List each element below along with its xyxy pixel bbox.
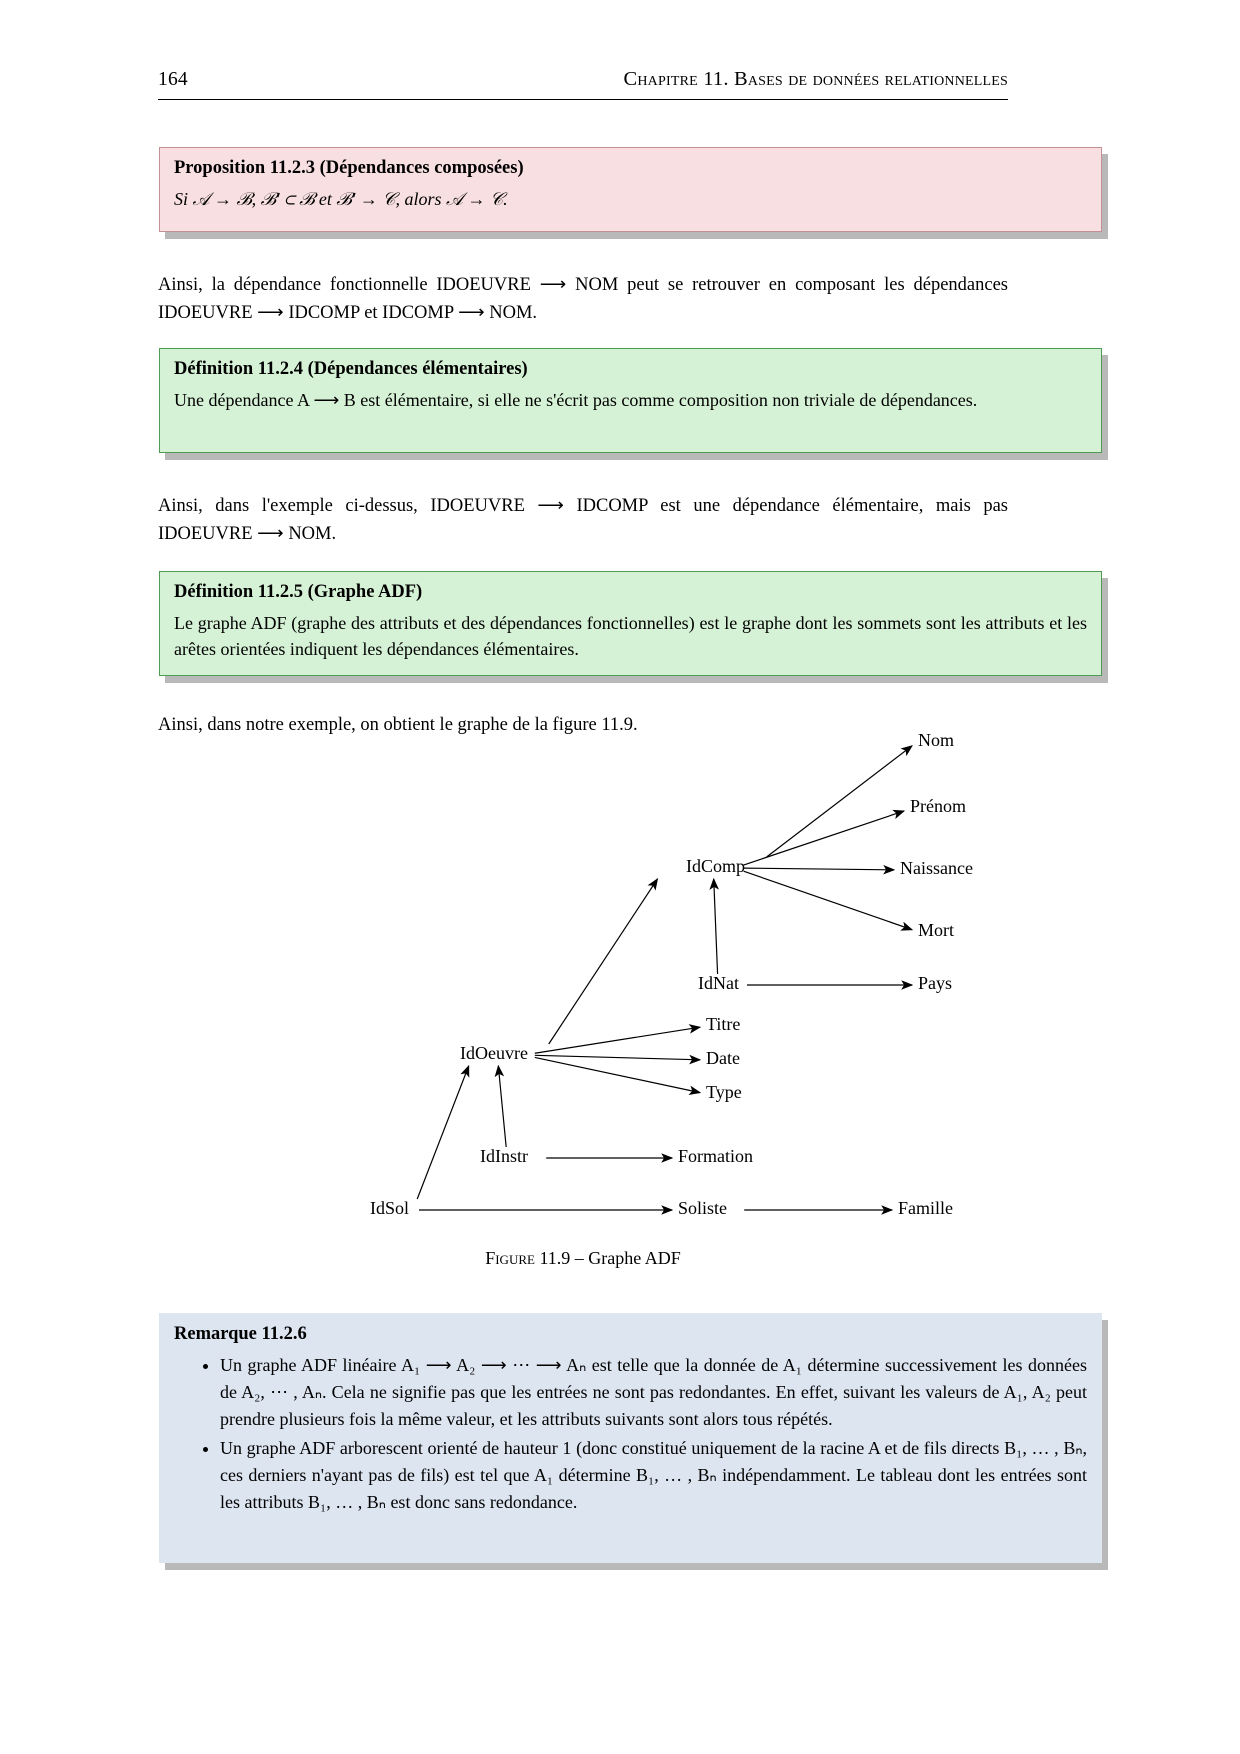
graph-node-mort: Mort: [918, 920, 954, 941]
paragraph-exemple: Ainsi, dans l'exemple ci-dessus, IDOEUVRE ⟶ IDCOMP est une dépendance élémentaire, mais pas IDOEUVRE ⟶ NOM.: [158, 496, 1008, 544]
graph-edge-idcomp-naissance: [744, 868, 894, 870]
adf-graph-svg: [158, 730, 1008, 1250]
remarque-box: [159, 1313, 1102, 1563]
graph-edge-idnat-idcomp: [714, 879, 718, 974]
header-rule: [158, 99, 1008, 100]
graph-node-idoeuvre: IdOeuvre: [460, 1043, 528, 1064]
graph-edge-idoeuvre-idcomp: [549, 879, 658, 1044]
graph-edge-idoeuvre-date: [535, 1055, 700, 1060]
remarque-item: • Un graphe ADF arborescent orienté de hauteur 1 (donc constitué uniquement de la racine A et de fils directs B₁, … , Bₙ, ces derniers n'ayant pas de fils) est tel que A₁ détermine B₁, … , Bₙ indépendamment. Le tableau dont les entrées sont les attributs B₁, … , Bₙ est donc sans redondance.: [220, 1435, 1087, 1516]
definition-graphe-adf-body: Le graphe ADF (graphe des attributs et des dépendances fonctionnelles) est le graphe dont les sommets sont les attributs et les arêtes orientées indiquent les dépendances élémentaires.: [174, 613, 1087, 660]
page-number: 164: [158, 69, 188, 90]
graph-node-prenom: Prénom: [910, 796, 966, 817]
graph-node-naissance: Naissance: [900, 858, 973, 879]
graph-node-idinstr: IdInstr: [480, 1146, 528, 1167]
graph-node-soliste: Soliste: [678, 1198, 728, 1219]
page-header: [158, 68, 1008, 91]
remarque-item: • Un graphe ADF linéaire A₁ ⟶ A₂ ⟶ ⋯ ⟶ Aₙ est telle que la donnée de A₁ détermine successivement les données de A₂, ⋯ , Aₙ. Cela ne signifie pas que les entrées ne sont pas redondantes. En effet, suivant les valeurs de A₁, A₂ peut prendre plusieurs fois la même valeur, et les attributs suivants sont alors tous répétés.: [220, 1352, 1087, 1433]
paragraph-composition: Ainsi, la dépendance fonctionnelle IDOEUVRE ⟶ NOM peut se retrouver en composant les dépendances IDOEUVRE ⟶ IDCOMP et IDCOMP ⟶ NOM.: [158, 275, 1008, 323]
figure-caption-dash: –: [574, 1248, 584, 1268]
graph-node-pays: Pays: [918, 973, 953, 994]
figure-graphe-adf: [158, 730, 1008, 1250]
graph-node-formation: Formation: [678, 1146, 753, 1167]
definition-elementaires-title: Définition 11.2.4 (Dépendances élémentaires): [174, 359, 528, 379]
definition-graphe-adf-box: [159, 571, 1102, 676]
paragraph-figure-intro: Ainsi, dans notre exemple, on obtient le graphe de la figure 11.9.: [158, 715, 638, 735]
graph-edge-idinstr-idoeuvre: [498, 1066, 506, 1147]
definition-elementaires-box: [159, 348, 1102, 453]
graph-node-date: Date: [706, 1048, 740, 1069]
graph-node-famille: Famille: [898, 1198, 953, 1219]
proposition-body: Si 𝒜 → ℬ, ℬ′ ⊂ ℬ et ℬ′ → 𝒞, alors 𝒜 → 𝒞.: [174, 189, 508, 209]
graph-edge-idcomp-mort: [744, 871, 912, 929]
chapter-title: Chapitre 11. Bases de données relationnelles: [623, 68, 1008, 90]
graph-node-idsol: IdSol: [370, 1198, 410, 1219]
graph-edge-idcomp-prenom: [744, 811, 904, 865]
graph-edge-idsol-idoeuvre: [417, 1066, 468, 1199]
definition-graphe-adf-title: Définition 11.2.5 (Graphe ADF): [174, 582, 423, 602]
graph-node-idcomp: IdComp: [686, 856, 746, 877]
definition-elementaires-body: Une dépendance A ⟶ B est élémentaire, si elle ne s'écrit pas comme composition non triviale de dépendances.: [174, 390, 978, 410]
proposition-box: [159, 147, 1102, 232]
figure-caption-label: Figure 11.9: [485, 1248, 571, 1268]
proposition-title: Proposition 11.2.3 (Dépendances composées): [174, 158, 524, 178]
graph-node-idnat: IdNat: [698, 973, 739, 994]
graph-node-type: Type: [706, 1082, 742, 1103]
graph-edge-idcomp-nom: [767, 746, 912, 857]
graph-node-titre: Titre: [706, 1014, 741, 1035]
figure-caption-text: Graphe ADF: [588, 1248, 681, 1268]
graph-node-nom: Nom: [918, 730, 954, 751]
remarque-list: [174, 1352, 1087, 1516]
graph-edge-idoeuvre-titre: [535, 1027, 700, 1053]
remarque-title: Remarque 11.2.6: [174, 1324, 307, 1344]
figure-caption: [158, 1248, 1008, 1269]
graph-edge-idoeuvre-type: [535, 1057, 700, 1092]
